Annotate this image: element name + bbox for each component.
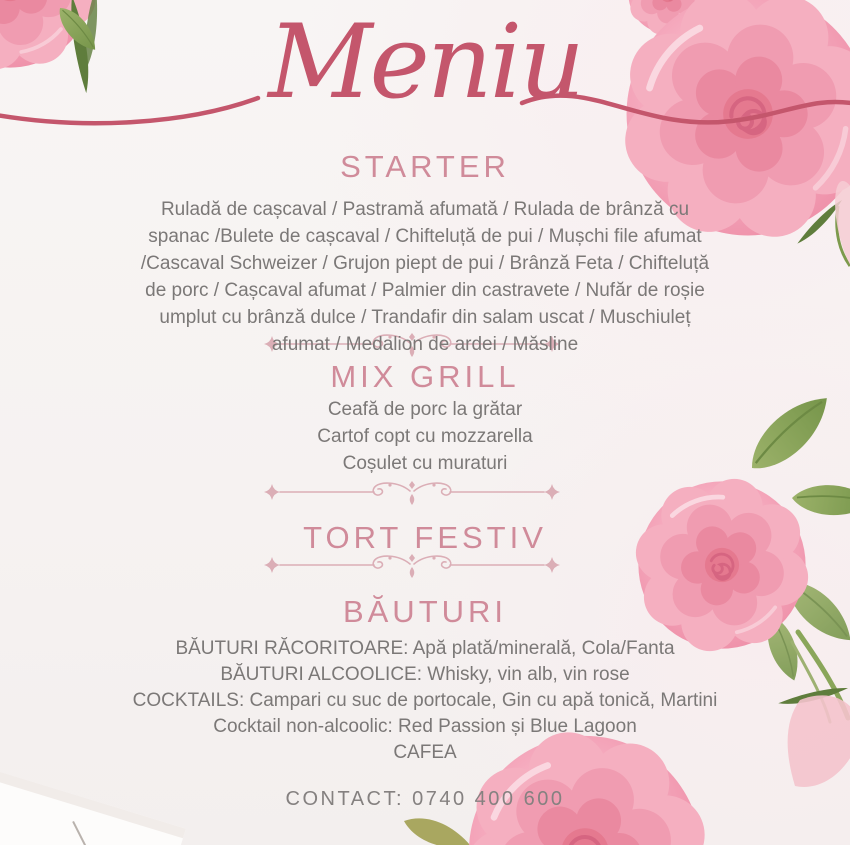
rose-image-bottom <box>404 695 850 845</box>
gift-box-image <box>0 756 186 845</box>
contact-info: CONTACT: 0740 400 600 <box>285 788 565 810</box>
starter-line: spanac /Bulete de cașcaval / Chifteluță de pui / Mușchi file afumat <box>148 226 702 247</box>
starter-line: umplut cu brânză dulce / Trandafir din salam uscat / Muschiuleț <box>159 307 691 328</box>
page-title: Meniu <box>268 3 582 122</box>
bauturi-item: Cocktail non-alcoolic: Red Passion și Blue Lagoon <box>213 716 637 737</box>
mix-grill-item: Coșulet cu muraturi <box>342 453 508 474</box>
section-heading-tort-festiv: TORT FESTIV <box>303 520 547 555</box>
rose-image-top-right <box>588 0 850 278</box>
section-heading-bauturi: BĂUTURI <box>342 594 508 629</box>
section-heading-starter: STARTER <box>340 149 510 184</box>
rose-image-mid-right <box>618 387 850 724</box>
starter-line: afumat / Medalion de ardei / Măsline <box>271 334 579 355</box>
bauturi-item: BĂUTURI ALCOOLICE: Whisky, vin alb, vin rose <box>220 664 630 685</box>
mix-grill-item: Ceafă de porc la grătar <box>327 399 523 420</box>
starter-line: Ruladă de cașcaval / Pastramă afumată / Rulada de brânză cu <box>160 199 690 220</box>
divider-flourish-2 <box>264 481 560 505</box>
bauturi-item: COCKTAILS: Campari cu suc de portocale, Gin cu apă tonică, Martini <box>132 690 718 711</box>
rose-image-top-left <box>0 0 117 93</box>
bauturi-item: CAFEA <box>393 742 457 763</box>
divider-flourish-3 <box>264 554 560 578</box>
bauturi-item: BĂUTURI RĂCORITOARE: Apă plată/minerală, Cola/Fanta <box>175 638 675 659</box>
starter-line: /Cascaval Schweizer / Grujon piept de pui / Brânză Feta / Chifteluță <box>140 253 710 274</box>
mix-grill-item: Cartof copt cu mozzarella <box>317 426 533 447</box>
section-heading-mix-grill: MIX GRILL <box>330 359 520 394</box>
starter-line: de porc / Cașcaval afumat / Palmier din castravete / Nufăr de roșie <box>145 280 705 301</box>
divider-flourish-1 <box>264 333 560 357</box>
